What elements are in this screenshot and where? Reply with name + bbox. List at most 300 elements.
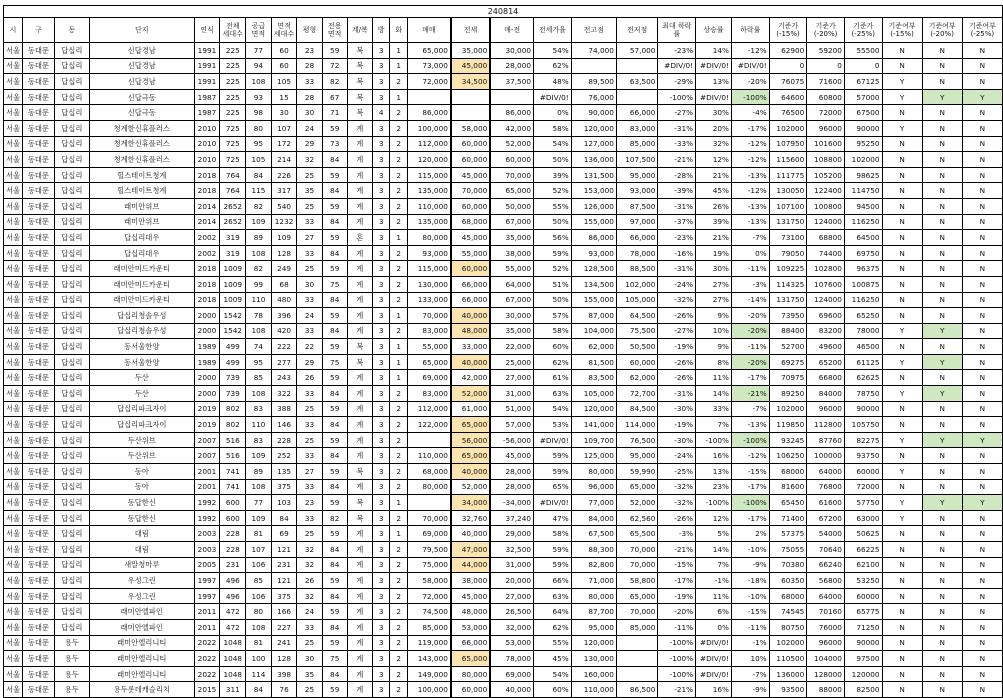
table-cell[interactable]: 78750 <box>844 386 882 402</box>
table-cell[interactable]: 2 <box>390 432 408 448</box>
table-cell[interactable]: N <box>962 276 1002 292</box>
table-cell[interactable]: 50,500 <box>616 339 658 355</box>
table-cell[interactable]: 130050 <box>769 183 807 199</box>
table-cell[interactable]: 48% <box>534 74 572 90</box>
table-cell[interactable]: 84 <box>322 323 347 339</box>
table-cell[interactable]: N <box>922 292 962 308</box>
column-header[interactable]: 평형 <box>297 18 322 43</box>
table-cell[interactable]: 62900 <box>769 43 807 59</box>
table-cell[interactable]: 3 <box>372 417 390 433</box>
table-cell[interactable]: N <box>922 198 962 214</box>
table-cell[interactable]: 49600 <box>807 339 845 355</box>
table-cell[interactable]: 499 <box>220 339 246 355</box>
table-cell[interactable]: N <box>962 105 1002 121</box>
table-cell[interactable] <box>490 89 533 105</box>
table-cell[interactable]: 서울 <box>4 604 23 620</box>
table-cell[interactable]: 115 <box>246 183 271 199</box>
table-cell[interactable]: 70,000 <box>407 308 450 324</box>
table-cell[interactable]: 114 <box>246 666 271 682</box>
table-cell[interactable]: 57750 <box>844 495 882 511</box>
table-cell[interactable]: -13% <box>731 198 769 214</box>
table-cell[interactable]: 33 <box>297 74 322 90</box>
table-cell[interactable]: 계 <box>347 136 372 152</box>
table-cell[interactable]: 답십리대우 <box>89 230 194 246</box>
table-cell[interactable]: 2 <box>390 167 408 183</box>
table-cell[interactable]: 답십리 <box>54 276 89 292</box>
table-cell[interactable]: 2007 <box>194 448 220 464</box>
table-cell[interactable]: 답십리 <box>54 308 89 324</box>
table-cell[interactable]: 계 <box>347 557 372 573</box>
table-cell[interactable]: 83,000 <box>616 120 658 136</box>
table-cell[interactable]: 105,000 <box>571 386 616 402</box>
table-cell[interactable]: 59 <box>322 230 347 246</box>
table-cell[interactable]: 1991 <box>194 58 220 74</box>
table-cell[interactable]: 77 <box>246 43 271 59</box>
table-cell[interactable]: N <box>922 152 962 168</box>
column-header[interactable]: 기준여부 (-15%) <box>882 18 922 43</box>
table-cell[interactable]: -13% <box>731 214 769 230</box>
table-cell[interactable]: 1992 <box>194 510 220 526</box>
table-cell[interactable]: 69,000 <box>490 666 533 682</box>
table-cell[interactable]: -18% <box>731 573 769 589</box>
table-cell[interactable]: 84 <box>322 666 347 682</box>
table-cell[interactable]: 서울 <box>4 557 23 573</box>
table-cell[interactable]: 1 <box>390 526 408 542</box>
table-cell[interactable]: 복 <box>347 354 372 370</box>
table-cell[interactable]: 용두 <box>54 666 89 682</box>
table-cell[interactable]: N <box>962 323 1002 339</box>
table-cell[interactable]: 74545 <box>769 604 807 620</box>
table-cell[interactable]: 277 <box>271 354 297 370</box>
table-cell[interactable]: 53,000 <box>451 619 490 635</box>
table-cell[interactable]: -31% <box>658 120 696 136</box>
table-cell[interactable]: 동대문 <box>23 183 55 199</box>
table-cell[interactable]: N <box>922 401 962 417</box>
table-cell[interactable]: -16% <box>658 245 696 261</box>
table-cell[interactable]: -100% <box>696 432 732 448</box>
table-cell[interactable]: Y <box>882 74 922 90</box>
table-cell[interactable]: 90000 <box>844 401 882 417</box>
table-cell[interactable]: 3 <box>372 526 390 542</box>
table-cell[interactable]: 214 <box>271 152 297 168</box>
table-cell[interactable]: 청계한신휴플러스 <box>89 136 194 152</box>
table-cell[interactable]: 3 <box>372 74 390 90</box>
table-cell[interactable]: 63% <box>534 386 572 402</box>
table-cell[interactable]: 89 <box>246 230 271 246</box>
table-cell[interactable]: 93,000 <box>407 245 450 261</box>
table-cell[interactable]: -12% <box>731 448 769 464</box>
table-cell[interactable]: 172 <box>271 136 297 152</box>
table-cell[interactable]: 65200 <box>807 354 845 370</box>
table-cell[interactable]: 83200 <box>807 323 845 339</box>
table-cell[interactable]: 70,000 <box>451 183 490 199</box>
table-cell[interactable]: 14% <box>696 386 732 402</box>
table-cell[interactable]: 답십리 <box>54 105 89 121</box>
table-cell[interactable]: 109,700 <box>571 432 616 448</box>
table-cell[interactable]: #DIV/0! <box>696 651 732 667</box>
table-cell[interactable]: 6% <box>696 604 732 620</box>
table-cell[interactable]: 143,000 <box>407 651 450 667</box>
table-cell[interactable]: 44,000 <box>451 557 490 573</box>
table-cell[interactable]: 용두롯데캐슬리치 <box>89 682 194 698</box>
table-cell[interactable]: 23% <box>696 479 732 495</box>
table-cell[interactable]: 동답한신 <box>89 510 194 526</box>
table-cell[interactable]: 2018 <box>194 261 220 277</box>
table-cell[interactable]: 76075 <box>769 74 807 90</box>
table-cell[interactable]: -20% <box>731 354 769 370</box>
table-cell[interactable]: 동대문 <box>23 448 55 464</box>
table-cell[interactable]: 3 <box>372 230 390 246</box>
table-cell[interactable]: -100% <box>658 635 696 651</box>
table-cell[interactable]: 38,000 <box>451 573 490 589</box>
table-cell[interactable]: 58,800 <box>616 573 658 589</box>
table-cell[interactable]: N <box>882 666 922 682</box>
table-cell[interactable]: 74 <box>246 339 271 355</box>
table-cell[interactable]: #DIV/0! <box>658 58 696 74</box>
table-cell[interactable]: 420 <box>271 323 297 339</box>
table-cell[interactable]: 33 <box>297 479 322 495</box>
table-cell[interactable]: 82275 <box>844 432 882 448</box>
table-cell[interactable]: 62,560 <box>616 510 658 526</box>
table-cell[interactable]: 741 <box>220 464 246 480</box>
table-cell[interactable]: 107950 <box>769 136 807 152</box>
table-cell[interactable]: N <box>922 43 962 59</box>
table-cell[interactable]: 33 <box>297 292 322 308</box>
table-cell[interactable]: Y <box>882 89 922 105</box>
table-cell[interactable]: 1991 <box>194 74 220 90</box>
table-cell[interactable]: 480 <box>271 292 297 308</box>
column-header[interactable]: 매매 <box>407 18 450 43</box>
table-cell[interactable]: 73 <box>322 136 347 152</box>
table-cell[interactable]: 136,000 <box>571 152 616 168</box>
table-cell[interactable]: 2022 <box>194 635 220 651</box>
table-cell[interactable]: 1232 <box>271 214 297 230</box>
table-cell[interactable]: 109 <box>271 230 297 246</box>
table-cell[interactable]: 241 <box>271 635 297 651</box>
table-cell[interactable]: -9% <box>731 557 769 573</box>
table-cell[interactable]: 59 <box>322 682 347 698</box>
table-cell[interactable]: N <box>962 214 1002 230</box>
table-cell[interactable]: N <box>962 573 1002 589</box>
table-cell[interactable]: N <box>962 183 1002 199</box>
table-cell[interactable]: 114750 <box>844 183 882 199</box>
table-cell[interactable]: 서울 <box>4 651 23 667</box>
table-cell[interactable]: 71,000 <box>571 573 616 589</box>
table-cell[interactable]: 66225 <box>844 542 882 558</box>
table-cell[interactable]: N <box>882 619 922 635</box>
table-cell[interactable]: 3 <box>372 167 390 183</box>
table-cell[interactable]: 35,000 <box>490 323 533 339</box>
table-cell[interactable]: -32% <box>658 495 696 511</box>
table-cell[interactable]: 답십리 <box>54 557 89 573</box>
table-cell[interactable]: 141,000 <box>571 417 616 433</box>
table-cell[interactable]: 107100 <box>769 198 807 214</box>
table-cell[interactable]: 65,000 <box>451 417 490 433</box>
table-cell[interactable]: 225 <box>220 58 246 74</box>
table-cell[interactable]: 3 <box>372 386 390 402</box>
table-cell[interactable]: 35 <box>297 183 322 199</box>
table-cell[interactable]: 38,000 <box>490 245 533 261</box>
table-cell[interactable]: 70,000 <box>616 604 658 620</box>
table-cell[interactable]: 105750 <box>844 417 882 433</box>
table-cell[interactable]: 59 <box>322 635 347 651</box>
table-cell[interactable]: 128 <box>271 651 297 667</box>
table-cell[interactable]: 59 <box>322 432 347 448</box>
table-cell[interactable]: N <box>922 183 962 199</box>
table-cell[interactable]: 계 <box>347 120 372 136</box>
table-cell[interactable]: 33 <box>297 245 322 261</box>
table-cell[interactable]: 61125 <box>844 354 882 370</box>
table-cell[interactable]: 답십리파크자이 <box>89 417 194 433</box>
table-cell[interactable]: N <box>922 261 962 277</box>
table-cell[interactable]: -11% <box>658 619 696 635</box>
table-cell[interactable]: 135,000 <box>407 183 450 199</box>
table-cell[interactable]: 66,000 <box>616 230 658 246</box>
table-cell[interactable]: 3 <box>372 401 390 417</box>
column-header[interactable]: 전고점 <box>571 18 616 43</box>
table-cell[interactable]: 228 <box>220 526 246 542</box>
table-cell[interactable]: 0% <box>696 619 732 635</box>
table-cell[interactable]: 24 <box>297 120 322 136</box>
table-cell[interactable]: 68,000 <box>407 464 450 480</box>
table-cell[interactable]: 서울 <box>4 183 23 199</box>
table-cell[interactable]: 124000 <box>807 292 845 308</box>
table-cell[interactable]: -13% <box>731 417 769 433</box>
table-cell[interactable]: 51,000 <box>490 401 533 417</box>
table-cell[interactable]: N <box>922 448 962 464</box>
table-cell[interactable]: 1048 <box>220 651 246 667</box>
table-cell[interactable]: 동서울한양 <box>89 354 194 370</box>
table-cell[interactable]: 107 <box>246 542 271 558</box>
table-cell[interactable]: -11% <box>731 339 769 355</box>
table-cell[interactable]: 100,000 <box>407 682 450 698</box>
table-cell[interactable]: 55,000 <box>407 339 450 355</box>
table-cell[interactable]: 서울 <box>4 323 23 339</box>
table-cell[interactable]: 128000 <box>807 666 845 682</box>
table-cell[interactable]: -21% <box>658 542 696 558</box>
table-cell[interactable]: 21% <box>696 230 732 246</box>
table-cell[interactable]: 서울 <box>4 58 23 74</box>
table-cell[interactable]: -9% <box>731 682 769 698</box>
table-cell[interactable]: 83 <box>246 401 271 417</box>
table-cell[interactable]: 84,000 <box>571 510 616 526</box>
table-cell[interactable]: 서울 <box>4 401 23 417</box>
table-cell[interactable]: -100% <box>731 432 769 448</box>
table-cell[interactable]: N <box>962 619 1002 635</box>
column-header[interactable]: 기준가 (-25%) <box>844 18 882 43</box>
table-cell[interactable]: 용두 <box>54 635 89 651</box>
table-cell[interactable]: #DIV/0! <box>696 89 732 105</box>
table-cell[interactable]: 84 <box>322 619 347 635</box>
table-cell[interactable]: N <box>962 261 1002 277</box>
table-cell[interactable]: 3 <box>372 276 390 292</box>
table-cell[interactable]: 28 <box>297 89 322 105</box>
table-cell[interactable]: 동대문 <box>23 105 55 121</box>
table-cell[interactable]: 77,000 <box>571 495 616 511</box>
table-cell[interactable]: 2000 <box>194 386 220 402</box>
table-cell[interactable]: 75055 <box>769 542 807 558</box>
table-cell[interactable]: 60000 <box>844 588 882 604</box>
table-cell[interactable]: 2000 <box>194 370 220 386</box>
table-cell[interactable]: Y <box>922 323 962 339</box>
table-cell[interactable]: 2002 <box>194 245 220 261</box>
table-cell[interactable]: 225 <box>220 74 246 90</box>
table-cell[interactable]: 동대문 <box>23 323 55 339</box>
table-cell[interactable]: 60% <box>534 682 572 698</box>
table-cell[interactable]: 84 <box>322 245 347 261</box>
table-cell[interactable]: 서울 <box>4 74 23 90</box>
table-cell[interactable]: 동대문 <box>23 167 55 183</box>
table-cell[interactable]: 80,000 <box>407 479 450 495</box>
table-cell[interactable]: 25 <box>297 432 322 448</box>
table-cell[interactable]: 3 <box>372 43 390 59</box>
table-cell[interactable] <box>571 58 616 74</box>
table-cell[interactable]: 2 <box>390 245 408 261</box>
table-cell[interactable]: 동대문 <box>23 120 55 136</box>
table-cell[interactable]: 30% <box>696 105 732 121</box>
table-cell[interactable]: 13% <box>696 464 732 480</box>
table-cell[interactable]: 29,000 <box>490 526 533 542</box>
table-cell[interactable]: N <box>882 245 922 261</box>
table-cell[interactable]: 25 <box>297 635 322 651</box>
table-cell[interactable]: 109 <box>246 448 271 464</box>
table-cell[interactable]: N <box>962 651 1002 667</box>
table-cell[interactable]: -3% <box>731 276 769 292</box>
table-cell[interactable]: 61600 <box>807 495 845 511</box>
table-cell[interactable]: 54000 <box>807 526 845 542</box>
table-cell[interactable]: 15 <box>271 89 297 105</box>
table-cell[interactable]: 62,000 <box>616 370 658 386</box>
table-cell[interactable]: 64,000 <box>490 276 533 292</box>
table-cell[interactable]: 764 <box>220 167 246 183</box>
table-cell[interactable]: 249 <box>271 261 297 277</box>
table-cell[interactable]: 69,000 <box>407 370 450 386</box>
table-cell[interactable]: N <box>882 276 922 292</box>
table-cell[interactable]: 65,000 <box>451 448 490 464</box>
table-cell[interactable]: 3 <box>372 619 390 635</box>
column-header[interactable]: 기준가 (-15%) <box>769 18 807 43</box>
table-cell[interactable]: 서울 <box>4 167 23 183</box>
table-cell[interactable]: 166 <box>271 604 297 620</box>
table-cell[interactable]: 102800 <box>807 261 845 277</box>
table-cell[interactable]: 66,000 <box>451 292 490 308</box>
table-cell[interactable]: 52,000 <box>490 136 533 152</box>
table-cell[interactable]: 53% <box>534 417 572 433</box>
table-cell[interactable]: N <box>882 167 922 183</box>
table-cell[interactable]: 86,000 <box>407 105 450 121</box>
table-cell[interactable]: 76,000 <box>571 89 616 105</box>
table-cell[interactable]: -24% <box>658 448 696 464</box>
table-cell[interactable]: 동대문 <box>23 261 55 277</box>
table-cell[interactable]: 109225 <box>769 261 807 277</box>
table-cell[interactable]: 61,000 <box>451 401 490 417</box>
table-cell[interactable]: 1009 <box>220 261 246 277</box>
table-cell[interactable]: 60,000 <box>451 136 490 152</box>
table-cell[interactable]: 124000 <box>807 214 845 230</box>
table-cell[interactable]: 133,000 <box>407 292 450 308</box>
table-cell[interactable]: 84 <box>322 557 347 573</box>
table-cell[interactable]: 답십리 <box>54 323 89 339</box>
table-cell[interactable]: Y <box>882 323 922 339</box>
table-cell[interactable]: 35,000 <box>490 230 533 246</box>
column-header[interactable]: 전체 세대수 <box>220 18 246 43</box>
table-cell[interactable]: 98625 <box>844 167 882 183</box>
table-cell[interactable]: 86,500 <box>616 682 658 698</box>
table-cell[interactable]: 90,000 <box>571 105 616 121</box>
table-cell[interactable]: 252 <box>271 448 297 464</box>
table-cell[interactable]: 472 <box>220 604 246 620</box>
table-cell[interactable]: Y <box>882 495 922 511</box>
table-cell[interactable]: -100% <box>658 651 696 667</box>
table-cell[interactable]: 80,000 <box>571 588 616 604</box>
table-cell[interactable]: 70,000 <box>616 557 658 573</box>
table-cell[interactable]: 2018 <box>194 183 220 199</box>
table-cell[interactable]: 63% <box>534 588 572 604</box>
table-cell[interactable]: 66,000 <box>451 635 490 651</box>
table-cell[interactable]: 131750 <box>769 292 807 308</box>
table-cell[interactable]: 서울 <box>4 495 23 511</box>
table-cell[interactable]: 93,000 <box>616 183 658 199</box>
table-cell[interactable]: N <box>922 666 962 682</box>
table-cell[interactable]: 5% <box>696 526 732 542</box>
table-cell[interactable]: 58% <box>534 526 572 542</box>
table-cell[interactable]: 25 <box>297 682 322 698</box>
table-cell[interactable]: 60000 <box>844 464 882 480</box>
column-header[interactable]: 기준여부 (-25%) <box>962 18 1002 43</box>
table-cell[interactable]: 계 <box>347 292 372 308</box>
table-cell[interactable]: 1048 <box>220 666 246 682</box>
table-cell[interactable]: 375 <box>271 479 297 495</box>
table-cell[interactable]: 105 <box>246 152 271 168</box>
table-cell[interactable]: 72,700 <box>616 386 658 402</box>
table-cell[interactable]: 396 <box>271 308 297 324</box>
table-cell[interactable]: 계 <box>347 386 372 402</box>
table-cell[interactable]: 60 <box>271 58 297 74</box>
table-cell[interactable]: 228 <box>220 542 246 558</box>
table-cell[interactable]: 2011 <box>194 619 220 635</box>
table-cell[interactable]: 복 <box>347 43 372 59</box>
table-cell[interactable]: 답십리 <box>54 354 89 370</box>
table-cell[interactable]: 1989 <box>194 354 220 370</box>
table-cell[interactable]: 답십리 <box>54 136 89 152</box>
table-cell[interactable]: 서울 <box>4 386 23 402</box>
table-cell[interactable]: -30% <box>658 432 696 448</box>
table-cell[interactable]: 1989 <box>194 339 220 355</box>
table-cell[interactable]: 래미안미드카운티 <box>89 292 194 308</box>
table-cell[interactable]: 28,000 <box>490 58 533 74</box>
table-cell[interactable]: 62% <box>534 619 572 635</box>
table-cell[interactable]: 81600 <box>769 479 807 495</box>
table-cell[interactable]: 114325 <box>769 276 807 292</box>
table-cell[interactable]: 59 <box>322 604 347 620</box>
table-cell[interactable]: 서울 <box>4 105 23 121</box>
table-cell[interactable]: 동대문 <box>23 198 55 214</box>
table-cell[interactable]: 서울 <box>4 230 23 246</box>
table-cell[interactable]: 70,000 <box>616 542 658 558</box>
table-cell[interactable]: 답십리 <box>54 417 89 433</box>
table-cell[interactable]: #DIV/0! <box>696 635 732 651</box>
table-cell[interactable]: 신답경남 <box>89 58 194 74</box>
table-cell[interactable]: -21% <box>731 386 769 402</box>
table-cell[interactable]: 16% <box>696 682 732 698</box>
table-cell[interactable]: -7% <box>731 666 769 682</box>
table-cell[interactable]: 48,000 <box>451 323 490 339</box>
table-cell[interactable]: 3 <box>372 183 390 199</box>
table-cell[interactable]: 108 <box>246 323 271 339</box>
table-cell[interactable]: 35 <box>297 666 322 682</box>
table-cell[interactable]: N <box>882 417 922 433</box>
table-cell[interactable]: 계 <box>347 588 372 604</box>
